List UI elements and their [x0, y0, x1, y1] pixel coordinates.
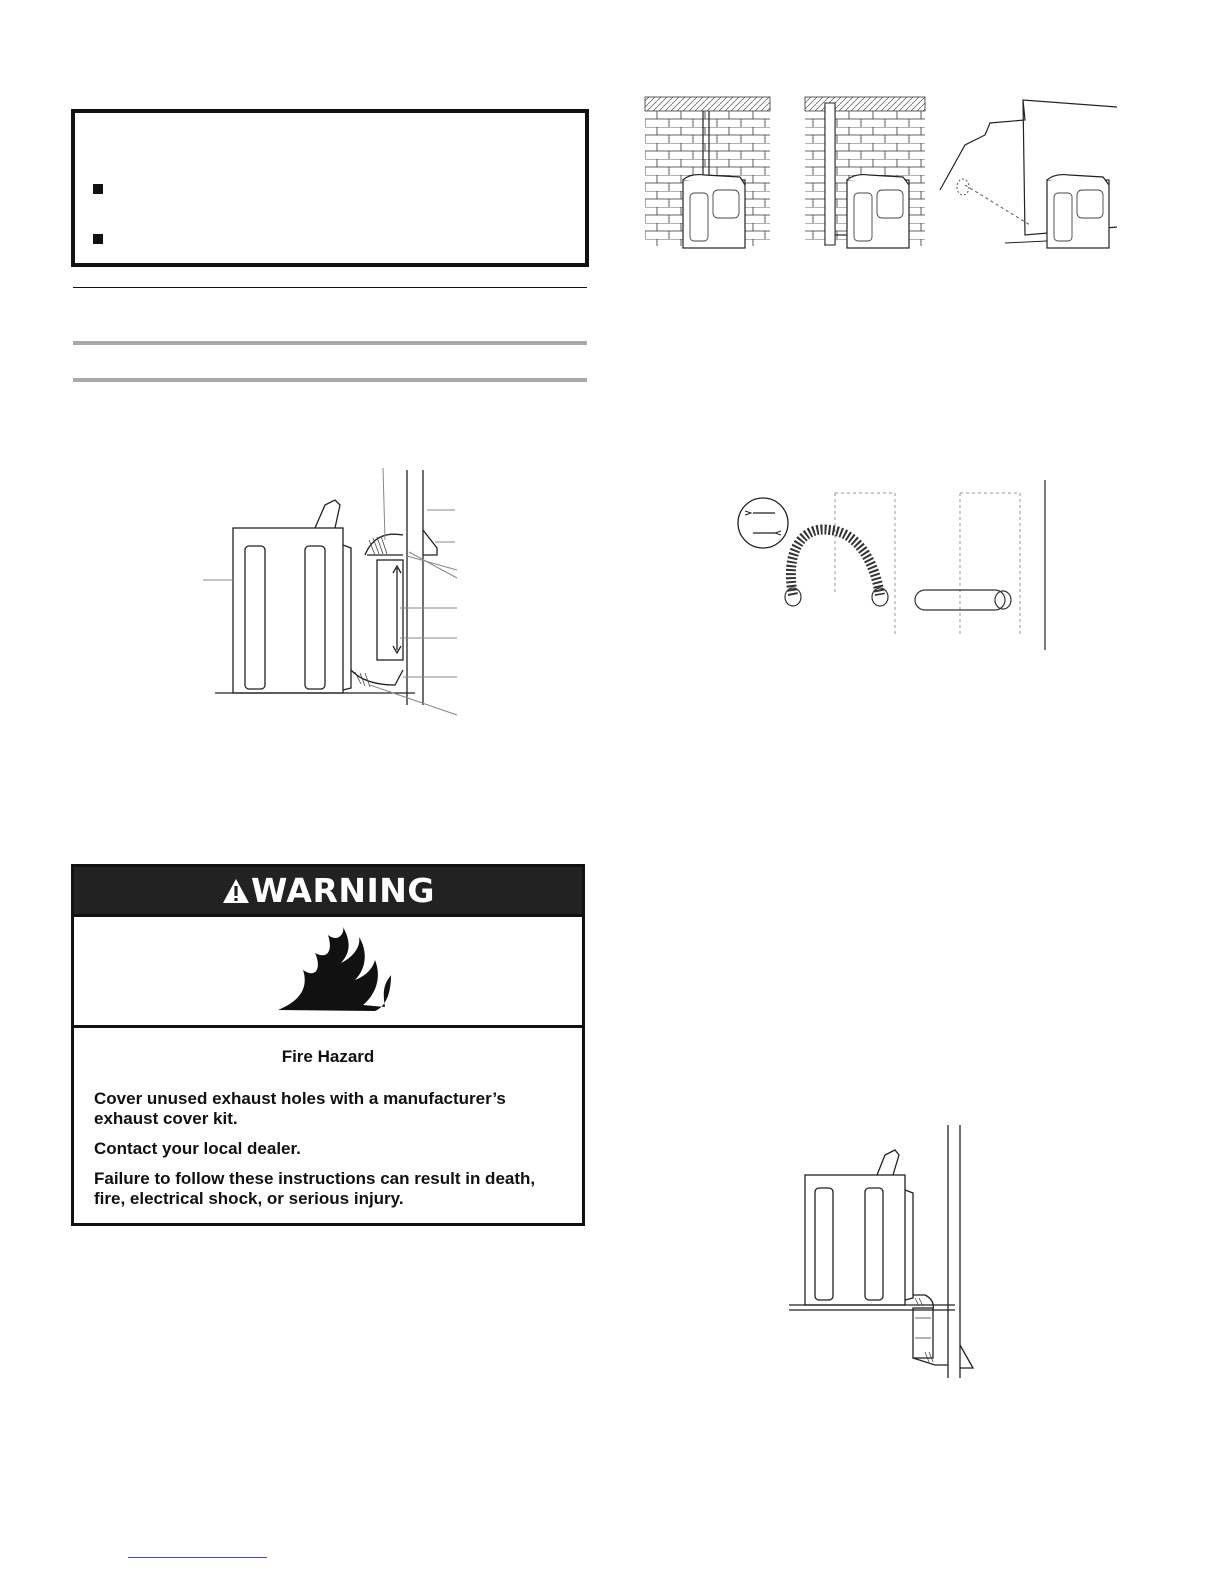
subsection-rule-bottom: [73, 378, 587, 382]
duct-comparison-diagram: [735, 475, 1055, 655]
dryer-vent-side-diagram: [195, 460, 475, 730]
scene-through-floor-vent: [940, 100, 1117, 248]
footer-link-underline[interactable]: [128, 1557, 267, 1558]
warning-message: [74, 1047, 582, 1209]
warning-box: [71, 864, 585, 1226]
important-notice-box: [71, 109, 589, 267]
warning-line-3: Failure to follow these instructions can result in death, fire, electrical shock, or serious injury.: [94, 1169, 536, 1208]
rigid-duct-panel: [915, 480, 1045, 650]
dryer-floor-vent-diagram: [785, 1120, 985, 1380]
warning-title-row: [221, 871, 435, 910]
subsection-rule-top: [73, 341, 587, 345]
warning-header-separator: [74, 914, 582, 917]
warning-line-2: Contact your local dealer.: [94, 1139, 301, 1158]
flexible-duct-panel: [738, 493, 895, 637]
section-divider: [73, 287, 587, 288]
warning-title: WARNING: [251, 871, 435, 910]
warning-line-1: Cover unused exhaust holes with a manufacturer’s exhaust cover kit.: [94, 1089, 506, 1128]
scene-side-wall-vent: [805, 97, 925, 248]
bullet-2: [93, 234, 103, 244]
warning-header: [74, 867, 582, 914]
fire-icon: [273, 925, 393, 1015]
bullet-1: [93, 184, 103, 194]
warning-pictogram-separator: [74, 1025, 582, 1028]
installation-scenes-illustration: [645, 95, 1120, 255]
warning-triangle-icon: [221, 877, 251, 905]
hazard-name: Fire Hazard: [281, 1047, 375, 1066]
scene-roof-vent: [645, 97, 770, 248]
